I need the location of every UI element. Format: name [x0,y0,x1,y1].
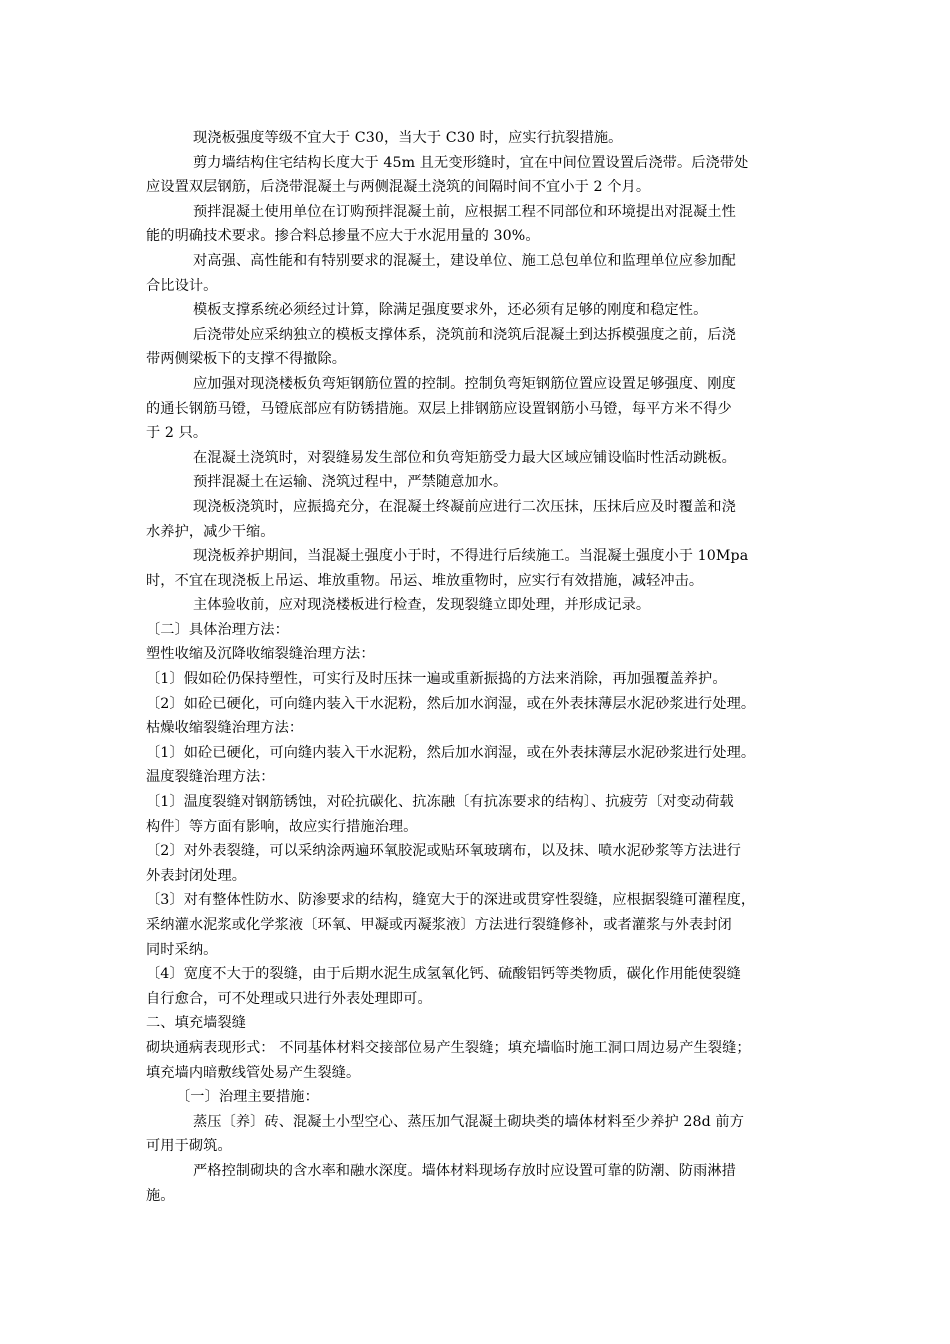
text-line: 〔2〕对外表裂缝，可以采纳涂两遍环氧胶泥或贴环氧玻璃布，以及抹、喷水泥砂浆等方法进行 [146,843,741,860]
text-line: 蒸压〔养〕砖、混凝土小型空心、蒸压加气混凝土砌块类的墙体材料至少养护 28d 前方 [193,1113,745,1130]
text-line: 二、填充墙裂缝 [146,1015,247,1032]
text-line: 〔一〕治理主要措施： [176,1089,319,1106]
text-line: 合比设计。 [146,277,218,294]
text-line: 的通长钢筋马镫，马镫底部应有防锈措施。双层上排钢筋应设置钢筋小马镫，每平方米不得少 [146,400,732,417]
text-line: 〔3〕对有整体性防水、防渗要求的结构，缝宽大于的深进或贯穿性裂缝，应根据裂缝可灌程度， [146,892,756,909]
text-line: 温度裂缝治理方法： [146,769,275,786]
text-line: 采纳灌水泥浆或化学浆液〔环氧、甲凝或丙凝浆液〕方法进行裂缝修补，或者灌浆与外表封闭 [146,917,732,933]
text-line: 〔2〕如砼已硬化，可向缝内装入干水泥粉，然后加水润湿，或在外表抹薄层水泥砂浆进行处理。 [146,695,756,712]
text-line: 现浇板养护期间，当混凝土强度小于时，不得进行后续施工。当混凝土强度小于 10Mpa [193,548,749,565]
text-line: 〔1〕如砼已硬化，可向缝内装入干水泥粉，然后加水润湿，或在外表抹薄层水泥砂浆进行处理。 [146,744,756,761]
text-line: 可用于砌筑。 [146,1138,232,1155]
text-line: 模板支撑系统必须经过计算，除满足强度要求外，还必须有足够的刚度和稳定性。 [193,302,708,319]
text-line: 〔1〕温度裂缝对钢筋锈蚀，对砼抗碳化、抗冻融〔有抗冻要求的结构〕、抗疲劳〔对变动荷载 [146,794,734,811]
text-line: 应设置双层钢筋，后浇带混凝土与两侧混凝土浇筑的间隔时间不宜小于 2 个月。 [146,179,651,196]
text-line: 现浇板浇筑时，应振捣充分，在混凝土终凝前应进行二次压抹，压抹后应及时覆盖和浇 [193,498,736,515]
text-line: 〔1〕假如砼仍保持塑性，可实行及时压抹一遍或重新振捣的方法来消除，再加强覆盖养护。 [146,671,727,688]
text-line: 〔4〕宽度不大于的裂缝，由于后期水泥生成氢氧化钙、硫酸铝钙等类物质，碳化作用能使裂缝 [146,966,741,983]
text-line: 预拌混凝土使用单位在订购预拌混凝土前，应根据工程不同部位和环境提出对混凝土性 [193,203,736,220]
text-line: 主体验收前，应对现浇楼板进行检查，发现裂缝立即处理，并形成记录。 [193,597,651,614]
text-line: 同时采纳。 [146,941,218,958]
text-line: 能的明确技术要求。掺合料总掺量不应大于水泥用量的 30%。 [146,228,540,245]
text-line: 在混凝土浇筑时，对裂缝易发生部位和负弯矩筋受力最大区域应铺设临时性活动跳板。 [193,449,736,466]
text-line: 时，不宜在现浇板上吊运、堆放重物。吊运、堆放重物时，应实行有效措施，减轻冲击。 [146,572,704,589]
document-body [146,126,818,1208]
text-line: 带两侧梁板下的支撑不得撤除。 [146,351,347,368]
text-line: 对高强、高性能和有特别要求的混凝土，建设单位、施工总包单位和监理单位应参加配 [193,252,736,269]
text-line: 后浇带处应采纳独立的模板支撑体系，浇筑前和浇筑后混凝土到达拆模强度之前，后浇 [193,326,736,343]
text-line: 〔二〕具体治理方法： [146,621,289,638]
text-line: 塑性收缩及沉降收缩裂缝治理方法： [146,646,375,663]
text-line: 预拌混凝土在运输、浇筑过程中，严禁随意加水。 [193,474,508,491]
text-line: 于 2 只。 [146,425,208,442]
text-line: 施。 [146,1187,175,1204]
text-line: 水养护，减少干缩。 [146,523,275,540]
text-line: 枯燥收缩裂缝治理方法： [146,720,304,737]
text-line: 严格控制砌块的含水率和融水深度。墙体材料现场存放时应设置可靠的防潮、防雨淋措 [193,1162,736,1179]
text-line: 填充墙内暗敷线管处易产生裂缝。 [146,1064,361,1081]
text-line: 现浇板强度等级不宜大于 C30，当大于 C30 时，应实行抗裂措施。 [193,130,623,146]
text-line: 外表封闭处理。 [146,867,247,884]
text-line: 砌块通病表现形式： 不同基体材料交接部位易产生裂缝；填充墙临时施工洞口周边易产生裂缝； [146,1039,751,1056]
text-line: 剪力墙结构住宅结构长度大于 45m 且无变形缝时，宜在中间位置设置后浇带。后浇带处 [193,154,749,171]
text-line: 构件〕等方面有影响，故应实行措施治理。 [146,818,418,835]
text-line: 应加强对现浇楼板负弯矩钢筋位置的控制。控制负弯矩钢筋位置应设置足够强度、刚度 [193,375,736,392]
text-line: 自行愈合，可不处理或只进行外表处理即可。 [146,990,432,1007]
